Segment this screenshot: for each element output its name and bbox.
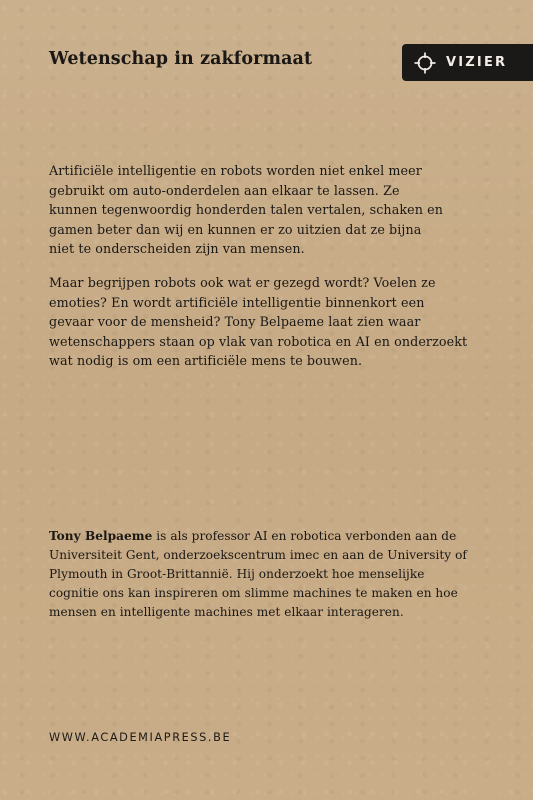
author-bio: [49, 527, 469, 622]
author-name: Tony Belpaeme: [49, 529, 153, 543]
author-bio-text: is als professor AI en robotica verbonden aan de Universiteit Gent, onderzoekscentrum imec en aan de University of Plymouth in Groot-Brittannië. Hij onderzoekt hoe menselijke cognitie ons kan inspireren om slimme machines te maken en hoe mensen en intelligente machines met elkaar interageren.: [49, 529, 467, 619]
blurb-paragraph-2: Maar begrijpen robots ook wat er gezegd wordt? Voelen ze emoties? En wordt artificiële intelligentie binnenkort een gevaar voor de mensheid? Tony Belpaeme laat zien waar wetenschappers staan op vlak van robotica en AI en onderzoekt wat nodig is om een artificiële mens te bouwen.: [49, 275, 468, 368]
vizier-logo-text: VIZIER: [446, 55, 508, 70]
publisher-url: WWW.ACADEMIAPRESS.BE: [49, 731, 232, 744]
series-title: Wetenschap in zakformaat: [49, 49, 313, 69]
crosshair-icon: [414, 52, 436, 74]
blurb-paragraph-1: Artificiële intelligentie en robots worden niet enkel meer gebruikt om auto-onderdelen aan elkaar te lassen. Ze kunnen tegenwoordig honderden talen vertalen, schaken en gamen beter dan wij en kunnen er zo uitzien dat ze bijna niet te onderscheiden zijn van mensen.: [49, 163, 444, 256]
vizier-logo-badge: [402, 44, 533, 81]
